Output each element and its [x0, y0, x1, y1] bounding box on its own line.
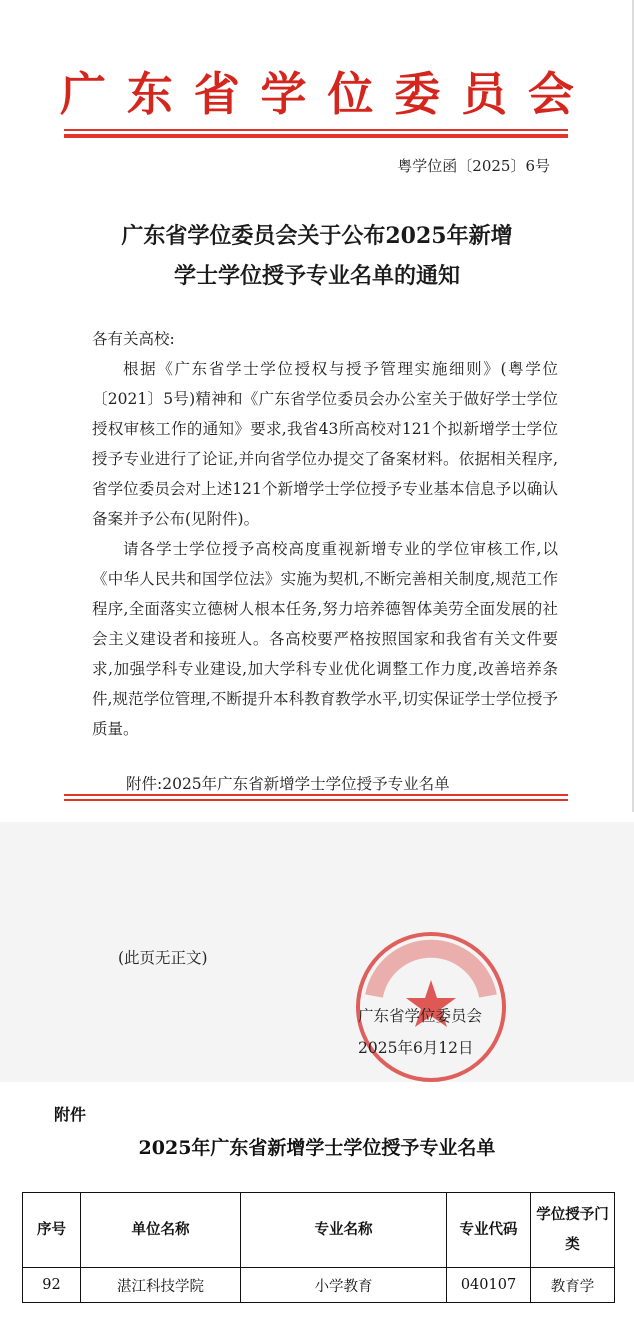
letterhead-rule-bottom [64, 134, 568, 138]
major-list-table [22, 1192, 615, 1303]
org-title-char: 东 [126, 67, 173, 121]
org-title-char: 会 [527, 67, 574, 121]
cell-major: 小学教育 [241, 1268, 447, 1303]
footer-rule-top [64, 794, 568, 796]
cell-institution: 湛江科技学院 [81, 1268, 241, 1303]
page-gap [0, 812, 634, 822]
col-header-index: 序号 [23, 1193, 81, 1268]
col-header-code: 专业代码 [447, 1193, 531, 1268]
org-title-char: 学 [260, 67, 307, 121]
org-title-char: 省 [193, 67, 240, 121]
table-row [23, 1268, 615, 1303]
cell-degree-category: 教育学 [531, 1268, 615, 1303]
no-body-note: (此页无正文) [118, 949, 208, 967]
table-header-row [23, 1193, 615, 1268]
notice-body [92, 324, 558, 744]
letterhead-rule-top [64, 129, 568, 131]
signing-organization: 广东省学位委员会 [358, 1007, 483, 1025]
cell-code: 040107 [447, 1268, 531, 1303]
org-title-char: 位 [327, 67, 374, 121]
footer-rule-bottom [64, 799, 568, 801]
attachment-page [0, 1082, 634, 1326]
signature-page [0, 822, 634, 1082]
attachment-reference: 附件:2025年广东省新增学士学位授予专业名单 [126, 775, 450, 793]
org-title [60, 64, 574, 124]
body-paragraph-2: 请各学士学位授予高校高度重视新增专业的学位审核工作,以《中华人民共和国学位法》实施为契机,不断完善相关制度,规范工作程序,全面落实立德树人根本任务,努力培养德智体美劳全面发展的社会主义建设者和接班人。各高校要严格按照国家和我省有关文件要求,加强学科专业建设,加大学科专业优化调整工作力度,改善培养条件,规范学位管理,不断提升本科教育教学水平,切实保证学士学位授予质量。 [92, 540, 558, 738]
notice-title-line-1: 广东省学位委员会关于公布2025年新增 [121, 223, 513, 249]
col-header-major: 专业名称 [241, 1193, 447, 1268]
org-title-char: 广 [60, 67, 106, 121]
org-title-char: 委 [394, 67, 441, 121]
cell-index: 92 [23, 1268, 81, 1303]
attachment-title: 2025年广东省新增学士学位授予专业名单 [138, 1137, 496, 1159]
salutation: 各有关高校: [92, 330, 175, 348]
col-header-degree-category: 学位授予门类 [531, 1193, 615, 1268]
body-paragraph-1: 根据《广东省学士学位授权与授予管理实施细则》(粤学位〔2021〕5号)精神和《广东省学位委员会办公室关于做好学士学位授权审核工作的通知》要求,我省43所高校对121个拟新增学士学位授予专业进行了论证,并向省学位办提交了备案材料。依据相关程序,省学位委员会对上述121个新增学士学位授予专业基本信息予以确认备案并予公布(见附件)。 [92, 360, 558, 528]
signing-date: 2025年6月12日 [358, 1039, 474, 1057]
attachment-label: 附件 [54, 1105, 87, 1124]
org-title-char: 员 [461, 67, 508, 121]
col-header-institution: 单位名称 [81, 1193, 241, 1268]
document-number: 粤学位函〔2025〕6号 [397, 157, 550, 175]
notice-title-line-2: 学士学位授予专业名单的通知 [173, 263, 460, 289]
